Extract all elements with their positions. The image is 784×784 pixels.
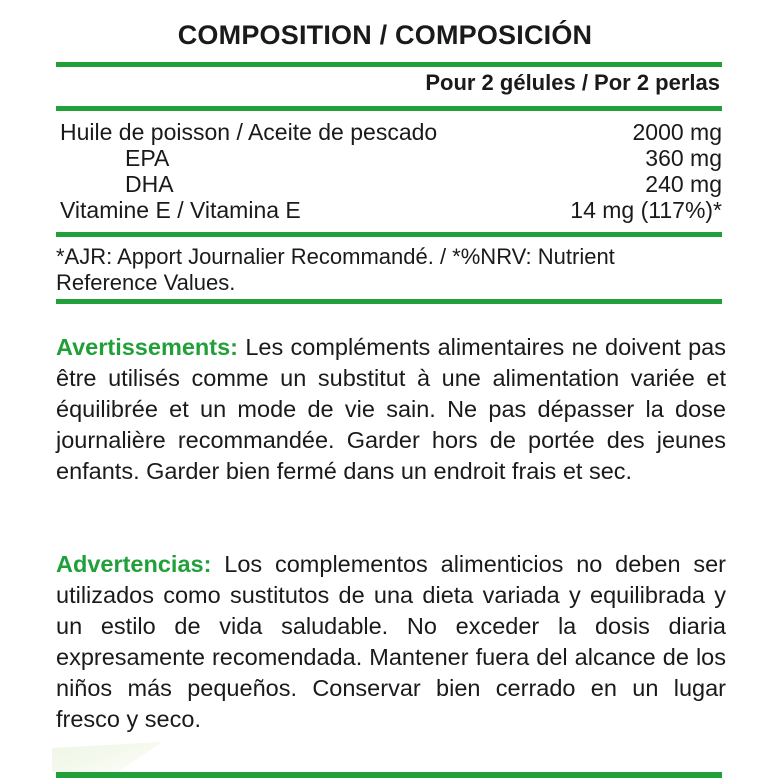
warning-text: Los complementos alimenticios no deben ser utilizados como sustitutos de una dieta variada y equilibrada y un estilo de vida saludable. No exceder la dosis diaria expresamente recomendada. Mantener fuera del alcance de los niños más pequeños. Conservar bien cerrado en un lugar fresco y seco. [56, 551, 726, 732]
ingredient-amount: 2000 mg [632, 119, 722, 145]
table-row [60, 145, 722, 171]
ingredient-amount: 14 mg (117%)* [570, 197, 722, 223]
ingredient-name: DHA [125, 171, 174, 197]
divider-bottom [56, 772, 722, 778]
divider-footnote [56, 299, 722, 304]
warning-text: Les compléments alimentaires ne doivent pas être utilisés comme un substitut à une alimentation variée et équilibrée et un mode de vie sain. Ne pas dépasser la dose journalière recommandée. Garder hors de portée des jeunes enfants. Garder bien fermé dans un endroit frais et sec. [56, 334, 726, 484]
ingredient-name: Huile de poisson / Aceite de pescado [60, 119, 438, 145]
serving-size: Pour 2 gélules / Por 2 perlas [425, 70, 720, 95]
table-row [60, 171, 722, 197]
warning-label: Avertissements: [56, 334, 238, 360]
divider-serving [56, 106, 722, 111]
table-row [60, 197, 722, 223]
warning-french [56, 332, 726, 487]
divider-table-bottom [56, 232, 722, 237]
divider-top [56, 62, 722, 67]
composition-title: COMPOSITION / COMPOSICIÓN [177, 20, 593, 50]
ingredient-name: EPA [125, 145, 170, 171]
ingredient-amount: 240 mg [645, 171, 722, 197]
composition-table [60, 119, 722, 223]
nrv-footnote: *AJR: Apport Journalier Recommandé. / *%NRV: Nutrient Reference Values. [56, 244, 615, 295]
ingredient-amount: 360 mg [645, 145, 722, 171]
leaf-decoration-icon [52, 742, 162, 772]
warning-spanish [56, 549, 726, 735]
warning-label: Advertencias: [56, 551, 212, 577]
ingredient-name: Vitamine E / Vitamina E [60, 197, 301, 223]
table-row [60, 119, 722, 145]
